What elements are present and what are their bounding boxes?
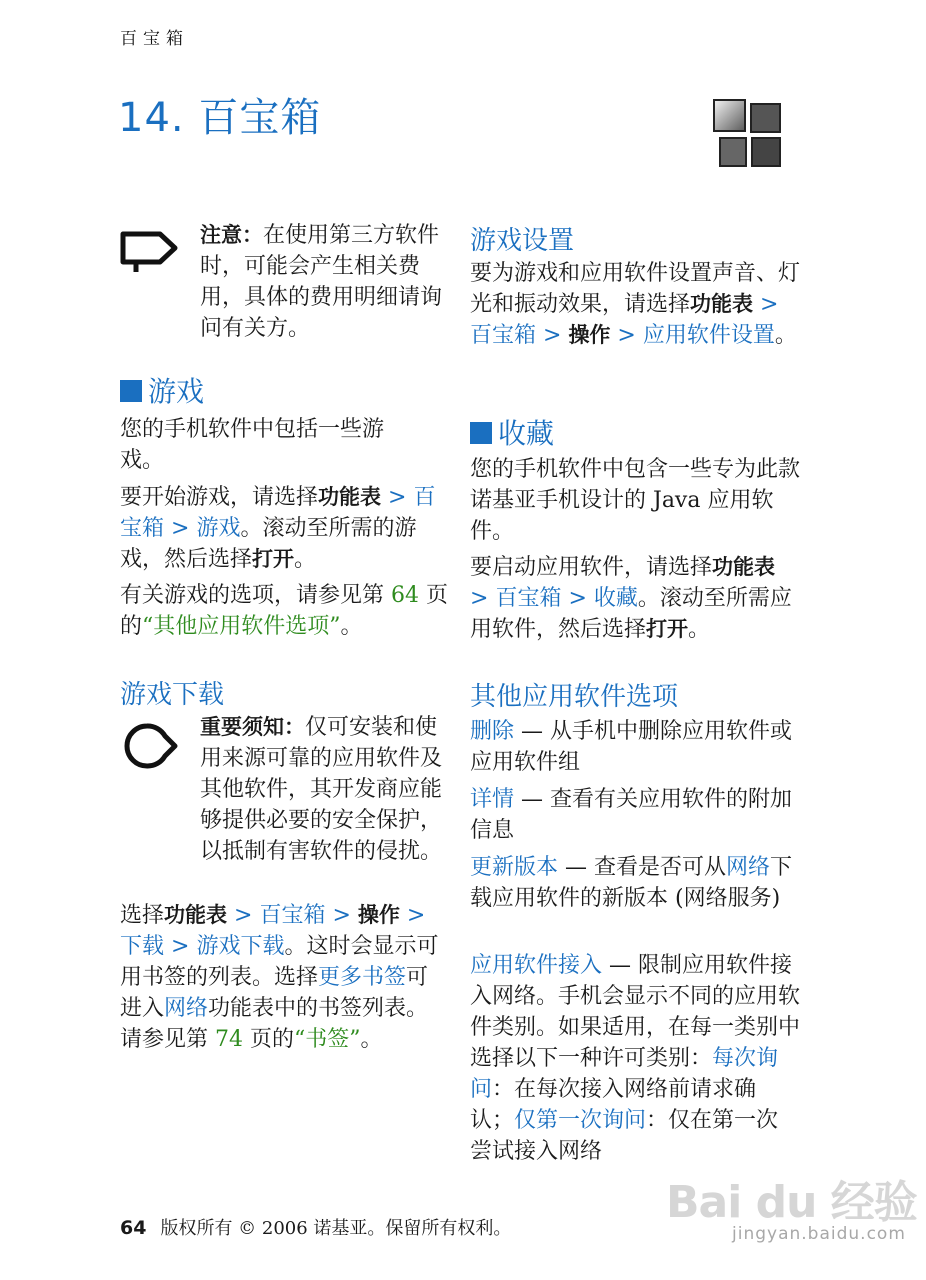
link-game-download[interactable]: 游戏下载	[196, 934, 285, 959]
link-other-options[interactable]: “其他应用软件选项”	[142, 614, 341, 639]
collection-paragraph-1: 您的手机软件中包含一些专为此款诺基亚手机设计的 Java 应用软件。	[470, 457, 801, 544]
link-download[interactable]: 下载	[120, 934, 165, 959]
term-delete: 删除	[470, 719, 515, 744]
chapter-title: 14. 百宝箱	[118, 95, 322, 141]
games-paragraph-1: 您的手机软件中包括一些游戏。	[120, 417, 385, 473]
games-heading: 游戏	[120, 370, 204, 410]
important-icon	[120, 722, 178, 770]
term-ask-first-time: 仅第一次询问	[514, 1108, 647, 1133]
important-label: 重要须知：	[200, 715, 305, 739]
collection-heading: 收藏	[470, 412, 554, 452]
option-details: 详情 — 查看有关应用软件的附加信息	[470, 787, 793, 843]
section-bullet	[470, 422, 492, 444]
term-ask-every-time: 每次询问	[470, 1046, 779, 1102]
game-settings-paragraph: 要为游戏和应用软件设置声音、灯光和振动效果，请选择功能表 > 百宝箱 > 操作 > 应用软件设置。	[470, 261, 801, 348]
other-options-heading: 其他应用软件选项	[470, 682, 679, 712]
term-app-access: 应用软件接入	[470, 953, 603, 978]
collection-paragraph-2: 要启动应用软件，请选择功能表 > 百宝箱 > 收藏。滚动至所需应用软件，然后选择打开。	[470, 555, 792, 642]
link-more-bookmarks[interactable]: 更多书签	[318, 965, 407, 990]
link-bookmarks[interactable]: “书签”	[294, 1027, 361, 1052]
option-update: 更新版本 — 查看是否可从网络下载应用软件的新版本 (网络服务)	[470, 855, 793, 911]
page-footer	[120, 1214, 511, 1240]
note-label: 注意：	[200, 223, 263, 247]
note-icon	[120, 228, 178, 276]
link-games[interactable]: 游戏	[196, 516, 241, 541]
link-toolbox-3[interactable]: 百宝箱	[470, 323, 537, 348]
important-block: 重要须知：仅可安装和使用来源可靠的应用软件及其他软件，其开发商应能够提供必要的安全保护，以抵制有害软件的侵扰。	[200, 715, 443, 864]
link-network[interactable]: 网络	[164, 996, 209, 1021]
link-app-settings[interactable]: 应用软件设置	[642, 323, 775, 348]
note-text: 在使用第三方软件时，可能会产生相关费用，具体的费用明细请询问有关方。	[200, 223, 443, 341]
download-heading: 游戏下载	[120, 680, 225, 710]
watermark-url: jingyan.baidu.com	[732, 1224, 906, 1244]
applications-grid-icon	[712, 98, 784, 170]
page-ref-64[interactable]: 64	[391, 583, 419, 608]
term-details: 详情	[470, 787, 515, 812]
term-update: 更新版本	[470, 855, 559, 880]
page-ref-74[interactable]: 74	[215, 1027, 243, 1052]
download-instructions: 选择功能表 > 百宝箱 > 操作 > 下载 > 游戏下载。这时会显示可用书签的列表。选择更多书签可进入网络功能表中的书签列表。请参见第 74 页的“书签”。	[120, 903, 439, 1052]
link-network-2[interactable]: 网络	[726, 855, 771, 880]
baidu-jingyan-logo: Bai du 经验	[666, 1177, 917, 1228]
option-app-access: 应用软件接入 — 限制应用软件接入网络。手机会显示不同的应用软件类别。如果适用，在每一类别中选择以下一种许可类别：每次询问：在每次接入网络前请求确认；仅第一次询问：仅在第一次尝试接入网络	[470, 953, 801, 1164]
link-toolbox[interactable]: 百宝箱	[120, 485, 436, 541]
copyright: 版权所有 © 2006 诺基亚。保留所有权利。	[160, 1218, 512, 1239]
games-paragraph-3: 有关游戏的选项，请参见第 64 页的“其他应用软件选项”。	[120, 583, 448, 639]
link-collection[interactable]: 收藏	[593, 586, 638, 611]
link-toolbox-4[interactable]: 百宝箱	[495, 586, 562, 611]
page-number: 64	[120, 1217, 147, 1239]
games-paragraph-2: 要开始游戏，请选择功能表 > 百宝箱 > 游戏。滚动至所需的游戏，然后选择打开。	[120, 485, 436, 572]
note-block	[200, 220, 450, 344]
option-delete: 删除 — 从手机中删除应用软件或应用软件组	[470, 719, 793, 775]
game-settings-heading: 游戏设置	[470, 226, 575, 256]
running-header: 百宝箱	[120, 29, 189, 49]
section-bullet	[120, 380, 142, 402]
link-toolbox-2[interactable]: 百宝箱	[259, 903, 326, 928]
